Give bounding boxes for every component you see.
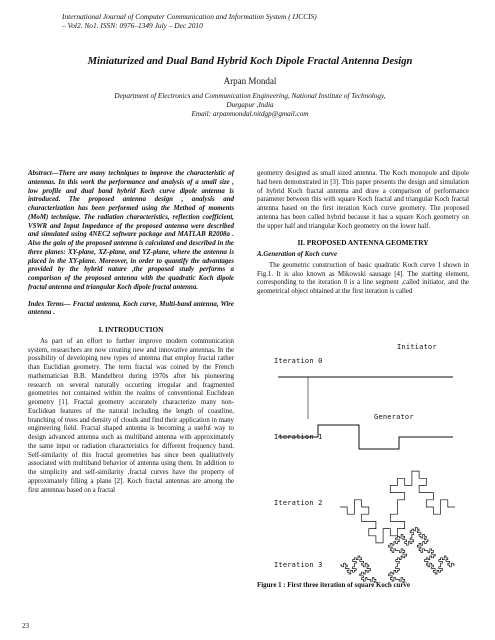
intro-paragraph: As part of an effort to further improve modern communication system, researchers are now creating new and innovative antennas. In the possibility of developing new types of antenna that employ fractal rather than Euclidian geometry. The term fractal was coined by the French mathematician B.B. Mandelbrot during 1970s after his pioneering research on several naturally occurring irregular and fragmented geometries not contained within the realms of conventional Euclidean geometry [1]. Fractal geometry accurately characterize many non-Euclidean features of the natural including the length of coastline, branching of trees and density of clouds and find their application in many engineering field. Fractal shaped antenna is becoming a useful way to design advanced antenna such as multiband antenna with approximately the same input or radiation characteristics for different frequency band. Self-similarity of this fractal geometries has since been qualitatively associated with multiband behavior of antenna using them. In addition to the simplicity and self-similarity ,fractal curves have the property of approximately filling a plane [2]. Koch fractal antennas are among the first antennas based on a fractal [28,337,234,494]
author-email[interactable]: Email: arpanmondal.nitdgp@gmail.com [191,110,309,118]
abstract-label: Abstract— [28,170,59,177]
page-number: 23 [22,622,29,630]
label-initiator: Initiator [397,343,437,351]
iteration-2-curve [340,471,455,543]
author-name: Arpan Mondal [223,76,277,86]
journal-header [62,12,442,30]
koch-curve-figure [270,357,475,583]
label-iteration-3: Iteration 3 [274,561,323,569]
intro-heading: I. INTRODUCTION [98,325,164,334]
right-column [257,170,469,297]
index-terms [28,301,234,319]
label-generator: Generator [374,413,414,421]
journal-line-2: – Vol2. No1. ISSN: 0976–1349 July – Dec 2010 [62,21,203,31]
journal-line-1: International Journal of Computer Communication and Information System ( IJCCIS) [62,12,317,21]
iter2-path [340,471,455,543]
index-terms-label: Index Terms— [28,300,71,308]
abstract [28,170,234,293]
paper-title: Miniaturized and Dual Band Hybrid Koch Dipole Fractal Antenna Design [87,56,413,67]
figure-caption: Figure 1 : First three iteration of square Koch curve [257,582,410,589]
left-column [28,170,234,495]
subsection-a-paragraph: The geometric construction of basic quadratic Koch curve I shown in Fig.1. It is also known as Mikowski sausage [4]. The starting element, corresponding to the iteration 0 is a line segment ,called initiator, and the geometrical object obtained at the first iteration is called [257,261,469,295]
section-2-heading: II. PROPOSED ANTENNA GEOMETRY [297,238,429,248]
affiliation-line-2: Durgapur ,India [226,101,274,109]
abstract-text: There are many techniques to improve the characteristic of antennas. In this work the performance and analysis of a small size , low profile and dual band hybrid Koch curve dipole antenna is introduced. The proposed antenna design , analysis and characterization has been performed using the Method of moments (MoM) technique. The radiation characteristics, reflection coefficient, VSWR and Input Impedance of the proposed antenna were described and simulated using 4NEC2 software package and MATLAB R2008a . Also the gain of the proposed antenna is calculated and described in the three planes: XY-plane, XZ-plane, and YZ-plane, where the antenna is placed in the XY-plane. Moreover, in order to quantify the advantages provided by the hybrid nature ,the proposed study performs a comparison of the proposed antenna with the quadratic Koch dipole fractal antenna and triangular Koch dipole fractal antenna. [28,170,234,291]
affiliation-line-1: Department of Electronics and Communication Engineering, National Institute of Technology, [114,92,386,100]
label-iteration-1: Iteration 1 [274,433,323,441]
affiliation [60,92,440,119]
label-iteration-2: Iteration 2 [274,499,323,507]
subsection-a-heading: A.Generation of Koch curve [257,251,338,258]
index-terms-text: Fractal antenna, Koch curve, Multi-band antenna, Wire antenna . [28,300,234,317]
figure-1 [270,343,475,583]
intro-continued: geometry designed as small sized antenna. The Koch monopole and dipole had been demonstrated in [3]. This paper presents the design and simulation of hybrid Koch fractal antenna and draw a comparison of performance parameter between this with square Koch fractal and triangular Koch fractal antenna based on the first iteration Koch curve geometry. The proposed antenna has been called hybrid because it has a square Koch geometry on the upper half and triangular Koch geometry on the lower half. [257,170,469,230]
label-iteration-0: Iteration 0 [274,357,323,365]
